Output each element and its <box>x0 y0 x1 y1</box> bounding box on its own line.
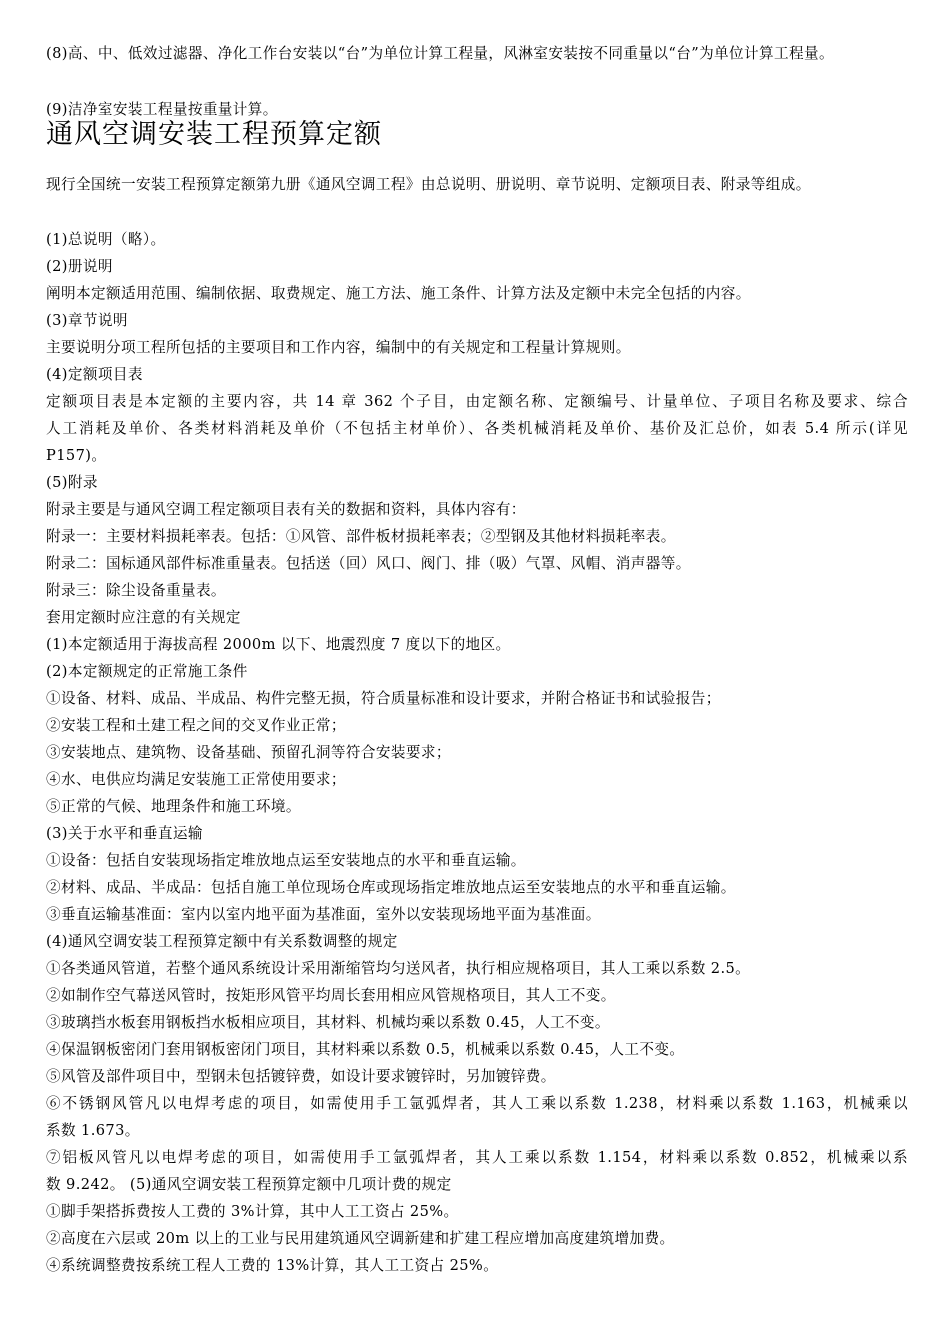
text-line: 现行全国统一安装工程预算定额第九册《通风空调工程》由总说明、册说明、章节说明、定额项目表、附录等组成。 <box>46 176 811 193</box>
text-line: (2)册说明 <box>46 258 113 275</box>
text-line: ⑤风管及部件项目中，型钢未包括镀锌费，如设计要求镀锌时，另加镀锌费。 <box>46 1068 556 1085</box>
text-line: 定额项目表是本定额的主要内容，共 14 章 362 个子目，由定额名称、定额编号、计量单位、子项目名称及要求、综合 <box>46 393 908 410</box>
text-line: ①设备：包括自安装现场指定堆放地点运至安装地点的水平和垂直运输。 <box>46 852 526 869</box>
text-line: 附录二：国标通风部件标准重量表。包括送（回）风口、阀门、排（吸）气罩、风帽、消声器等。 <box>46 555 691 572</box>
text-line: (1)总说明（略）。 <box>46 231 166 248</box>
text-line: ⑥不锈钢风管凡以电焊考虑的项目，如需使用手工氩弧焊者，其人工乘以系数 1.238，材料乘以系数 1.163，机械乘以 <box>46 1095 908 1112</box>
text-line: ⑦铝板风管凡以电焊考虑的项目，如需使用手工氩弧焊者，其人工乘以系数 1.154，材料乘以系数 0.852，机械乘以系 <box>46 1149 908 1166</box>
text-line: (5)附录 <box>46 474 98 491</box>
text-line: ③垂直运输基准面：室内以室内地平面为基准面，室外以安装现场地平面为基准面。 <box>46 906 601 923</box>
text-line: ③安装地点、建筑物、设备基础、预留孔洞等符合安装要求； <box>46 744 451 761</box>
text-line: ④系统调整费按系统工程人工费的 13%计算，其人工工资占 25%。 <box>46 1257 499 1274</box>
text-line: 人工消耗及单价、各类材料消耗及单价（不包括主材单价）、各类机械消耗及单价、基价及汇总价，如表 5.4 所示(详见 <box>46 420 908 437</box>
text-line: ②如制作空气幕送风管时，按矩形风管平均周长套用相应风管规格项目，其人工不变。 <box>46 987 616 1004</box>
text-line: 数 9.242。 (5)通风空调安装工程预算定额中几项计费的规定 <box>46 1176 452 1193</box>
text-line: ④保温钢板密闭门套用钢板密闭门项目，其材料乘以系数 0.5，机械乘以系数 0.45，人工不变。 <box>46 1041 685 1058</box>
text-line: ②高度在六层或 20m 以上的工业与民用建筑通风空调新建和扩建工程应增加高度建筑增加费。 <box>46 1230 675 1247</box>
text-line: (3)关于水平和垂直运输 <box>46 825 203 842</box>
text-line: ②安装工程和土建工程之间的交叉作业正常； <box>46 717 346 734</box>
text-line: ④水、电供应均满足安装施工正常使用要求； <box>46 771 346 788</box>
text-line: 套用定额时应注意的有关规定 <box>46 609 241 626</box>
text-line: (2)本定额规定的正常施工条件 <box>46 663 248 680</box>
text-line: ①各类通风管道，若整个通风系统设计采用渐缩管均匀送风者，执行相应规格项目，其人工乘以系数 2.5。 <box>46 960 751 977</box>
text-line: 阐明本定额适用范围、编制依据、取费规定、施工方法、施工条件、计算方法及定额中未完全包括的内容。 <box>46 285 751 302</box>
text-line: (1)本定额适用于海拔高程 2000m 以下、地震烈度 7 度以下的地区。 <box>46 636 511 653</box>
text-line: (4)定额项目表 <box>46 366 143 383</box>
text-line: (9)洁净室安装工程量按重量计算。 <box>46 101 278 118</box>
text-line: ③玻璃挡水板套用钢板挡水板相应项目，其材料、机械均乘以系数 0.45，人工不变。 <box>46 1014 610 1031</box>
text-line: 附录三：除尘设备重量表。 <box>46 582 226 599</box>
text-line: 附录主要是与通风空调工程定额项目表有关的数据和资料，具体内容有： <box>46 501 526 518</box>
text-line: ②材料、成品、半成品：包括自施工单位现场仓库或现场指定堆放地点运至安装地点的水平和垂直运输。 <box>46 879 736 896</box>
text-line: (4)通风空调安装工程预算定额中有关系数调整的规定 <box>46 933 398 950</box>
text-line: P157)。 <box>46 447 107 464</box>
text-line: (3)章节说明 <box>46 312 128 329</box>
section-title: 通风空调安装工程预算定额 <box>46 119 382 150</box>
text-line: 附录一：主要材料损耗率表。包括：①风管、部件板材损耗率表；②型钢及其他材料损耗率表。 <box>46 528 676 545</box>
text-line: 主要说明分项工程所包括的主要项目和工作内容，编制中的有关规定和工程量计算规则。 <box>46 339 631 356</box>
text-line: ①设备、材料、成品、半成品、构件完整无损，符合质量标准和设计要求，并附合格证书和试验报告； <box>46 690 721 707</box>
text-line: 系数 1.673。 <box>46 1122 140 1139</box>
text-line: (8)高、中、低效过滤器、净化工作台安装以“台”为单位计算工程量，风淋室安装按不同重量以“台”为单位计算工程量。 <box>46 45 835 62</box>
text-line: ⑤正常的气候、地理条件和施工环境。 <box>46 798 301 815</box>
text-line: ①脚手架搭拆费按人工费的 3%计算，其中人工工资占 25%。 <box>46 1203 459 1220</box>
